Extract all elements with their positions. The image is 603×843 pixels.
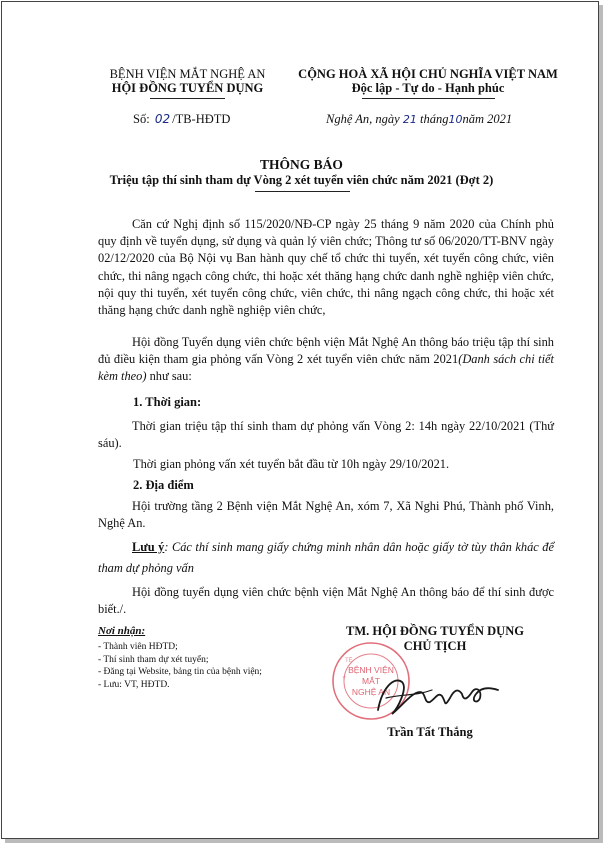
signer-name: Trần Tất Thắng	[387, 725, 473, 739]
svg-text:Y: Y	[342, 676, 347, 682]
doc-number-handwritten: 02	[154, 112, 171, 126]
note-text: : Các thí sinh mang giấy chứng minh nhân dân hoặc giấy tờ tùy thân khác để tham dự phỏng vấn	[98, 540, 554, 575]
signature-position: CHỦ TỊCH	[403, 639, 467, 653]
title-underline	[255, 191, 350, 192]
recipient-item: - Thành viên HĐTD;	[98, 642, 178, 652]
signature-on-behalf: TM. HỘI ĐỒNG TUYỂN DỤNG	[346, 624, 524, 638]
motto: Độc lập - Tự do - Hạnh phúc	[351, 81, 505, 95]
recipients-label: Nơi nhận:	[98, 625, 146, 637]
note-paragraph	[98, 537, 554, 579]
closing-paragraph: Hội đồng tuyển dụng viên chức bệnh viện Mắt Nghệ An thông báo để thí sinh được biết./.	[98, 585, 554, 617]
doc-title: THÔNG BÁO	[260, 157, 343, 172]
section-time-title: 1. Thời gian:	[133, 395, 202, 409]
org-underline	[150, 98, 225, 99]
svg-text:NGHỆ AN: NGHỆ AN	[351, 687, 391, 697]
recipient-item: - Thí sinh tham dự xét tuyển;	[98, 654, 209, 665]
place-date	[326, 112, 512, 127]
recipient-item: - Đăng tại Website, bảng tin của bệnh viện;	[98, 667, 262, 677]
handwritten-signature	[372, 668, 522, 723]
day-handwritten: 21	[402, 113, 417, 126]
doc-number-suffix: /TB-HĐTD	[172, 112, 231, 126]
recipients-list	[98, 641, 274, 691]
announcement-paragraph	[98, 334, 554, 386]
announcement-text: Hội đồng Tuyển dụng viên chức bệnh viện Mắt Nghệ An thông báo triệu tập thí sinh đủ điều kiện tham gia phỏng vấn Vòng 2 xét tuyển viên chức năm 2021	[98, 335, 554, 367]
section-location-address: Hội trường tầng 2 Bệnh viện Mắt Nghệ An, xóm 7, Xã Nghi Phú, Thành phố Vinh, Nghệ An.	[98, 499, 554, 531]
svg-text:BỆNH VIỆN: BỆNH VIỆN	[348, 665, 394, 675]
country-name: CỘNG HOÀ XÃ HỘI CHỦ NGHĨA VIỆT NAM	[298, 67, 558, 81]
org-parent: BỆNH VIỆN MẮT NGHỆ AN	[109, 67, 266, 81]
page-shadow-bottom	[5, 839, 603, 843]
recipient-item: - Lưu: VT, HĐTD.	[98, 679, 170, 690]
legal-basis-paragraph: Căn cứ Nghị định số 115/2020/NĐ-CP ngày 25 tháng 9 năm 2020 của Chính phủ quy định về tuyển dụng, sử dụng và quản lý viên chức; Thông tư số 06/2020/TT-BNV ngày 02/12/2020 của Bộ Nội vụ Ban hành quy chế tổ chức thi tuyển, xét tuyển công chức, viên chức, thi nâng ngạch công chức, thi hoặc xét thăng hạng chức danh nghề nghiệp viên chức, nội quy thi tuyển, xét tuyển công chức, viên chức, thi nâng ngạch công chức, thi hoặc xét thăng hạng chức danh nghề nghiệp viên chức,	[98, 217, 554, 318]
note-label: Lưu ý	[132, 540, 165, 554]
announcement-attachment-note: (Danh sách chi tiết kèm theo)	[98, 352, 554, 384]
section-location-title: 2. Địa điểm	[133, 478, 194, 492]
motto-underline	[362, 98, 495, 99]
doc-number	[133, 112, 230, 127]
page-shadow-right	[599, 5, 603, 843]
year-label: năm 2021	[462, 112, 513, 126]
section-time-summon: Thời gian triệu tập thí sinh tham dự phỏng vấn Vòng 2: 14h ngày 22/10/2021 (Thứ sáu).	[98, 419, 554, 451]
month-label: tháng	[419, 112, 449, 126]
doc-number-prefix: Số:	[133, 112, 150, 126]
place-date-prefix: Nghệ An, ngày	[326, 112, 400, 126]
svg-text:TẾ: TẾ	[345, 658, 353, 664]
announcement-tail: như sau:	[146, 369, 192, 384]
org-name: HỘI ĐỒNG TUYỂN DỤNG	[111, 81, 264, 95]
doc-subtitle: Triệu tập thí sinh tham dự Vòng 2 xét tuyển viên chức năm 2021 (Đợt 2)	[109, 173, 494, 187]
month-handwritten: 10	[448, 113, 463, 126]
svg-text:MẮT: MẮT	[362, 676, 380, 686]
section-time-interview: Thời gian phỏng vấn xét tuyển bắt đầu từ 10h ngày 29/10/2021.	[133, 457, 450, 471]
